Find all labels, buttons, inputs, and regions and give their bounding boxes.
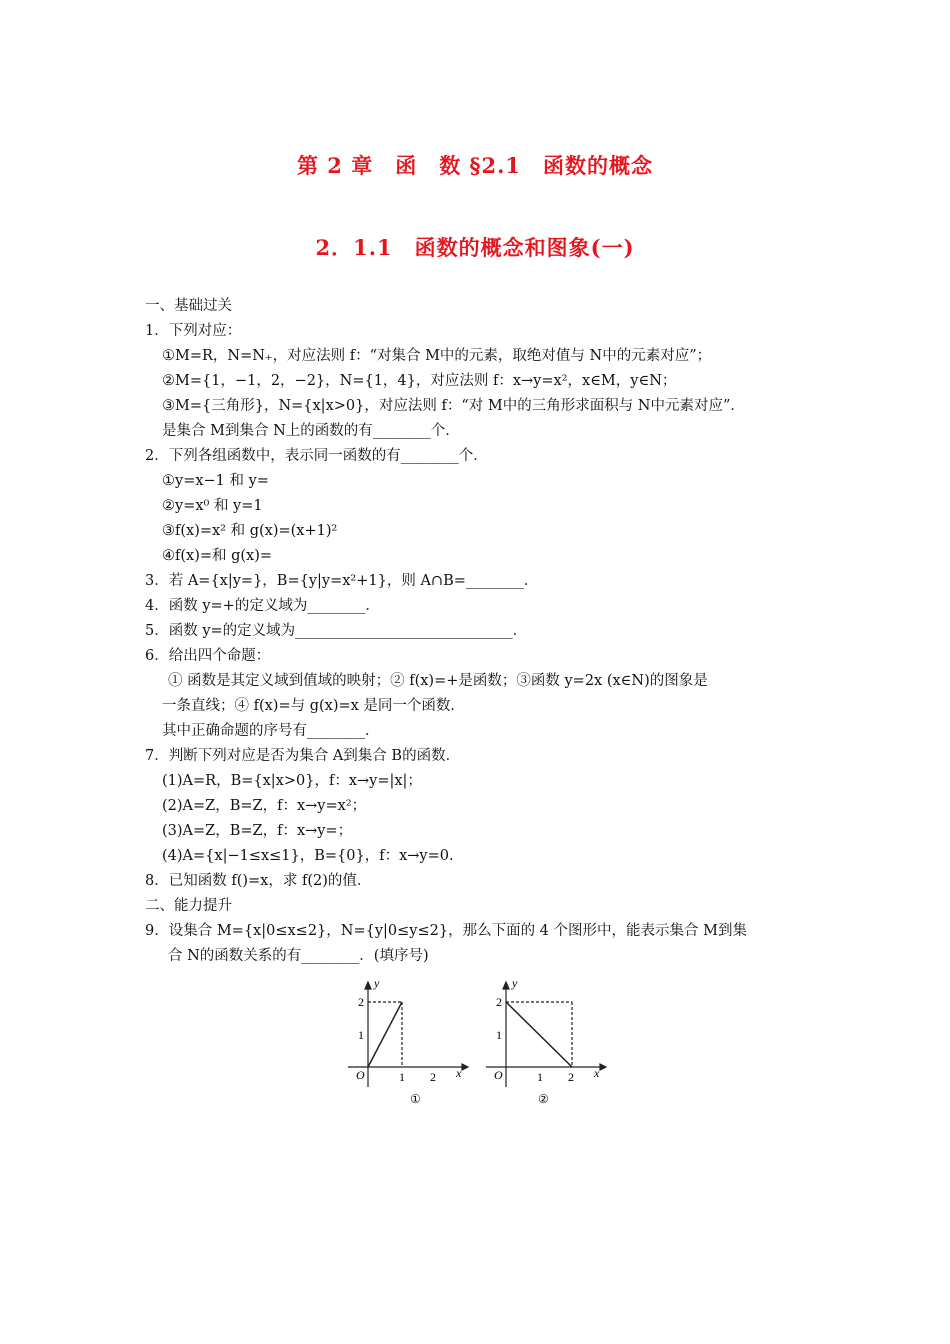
y-axis-label: y: [512, 976, 518, 990]
y-tick-2: 2: [496, 995, 502, 1009]
q1-item-1: ①M=R，N=N₊，对应法则 f：“对集合 M中的元素，取绝对值与 N中的元素对应”；: [162, 348, 712, 364]
graph-2: [478, 975, 613, 1110]
y-axis-arrow: [365, 982, 371, 989]
x-axis-label: x: [594, 1066, 600, 1080]
question-2: 2．下列各组函数中，表示同一函数的有________个．: [145, 448, 488, 464]
question-4: 4．函数 y=+的定义域为________．: [145, 598, 380, 614]
q1-item-2: ②M={1，−1，2，−2}，N={1，4}，对应法则 f：x→y=x²，x∈M，y∈N；: [162, 373, 677, 389]
function-segment: [506, 1002, 572, 1067]
q2-item-3: ③f(x)=x² 和 g(x)=(x+1)²: [162, 523, 338, 539]
y-axis-arrow: [503, 982, 509, 989]
x-axis-label: x: [456, 1066, 462, 1080]
question-9: 9．设集合 M={x|0≤x≤2}，N={y|0≤y≤2}，那么下面的 4 个图形中，能表示集合 M到集: [145, 923, 747, 939]
q2-item-1: ①y=x−1 和 y=: [162, 473, 269, 489]
y-axis-label: y: [374, 976, 380, 990]
x-tick-2: 2: [430, 1070, 436, 1084]
heading-advanced: 二、能力提升: [145, 898, 232, 914]
section-title: 2．1.1 函数的概念和图象(一): [315, 235, 635, 260]
x-tick-2: 2: [568, 1070, 574, 1084]
q7-item-1: (1)A=R，B={x|x>0}，f：x→y=|x|；: [162, 773, 422, 789]
y-tick-1: 1: [496, 1028, 502, 1042]
graph-caption: ②: [538, 1092, 549, 1106]
question-7: 7．判断下列对应是否为集合 A到集合 B的函数．: [145, 748, 461, 764]
question-5: 5．函数 y=的定义域为______________________________．: [145, 623, 528, 639]
x-tick-1: 1: [399, 1070, 405, 1084]
heading-basic: 一、基础过关: [145, 298, 232, 314]
q7-item-4: (4)A={x|−1≤x≤1}，B={0}，f：x→y=0.: [162, 848, 454, 864]
q1-question: 是集合 M到集合 N上的函数的有________个．: [162, 423, 460, 439]
q9-line-2: 合 N的函数关系的有________．(填序号): [168, 948, 429, 964]
y-tick-2: 2: [358, 995, 364, 1009]
q6-line-2: 一条直线；④ f(x)=与 g(x)=x 是同一个函数．: [162, 698, 465, 714]
question-8: 8．已知函数 f()=x，求 f(2)的值．: [145, 873, 372, 889]
chapter-title: 第 2 章 函 数 §2.1 函数的概念: [296, 153, 654, 178]
q7-item-2: (2)A=Z，B=Z，f：x→y=x²；: [162, 798, 367, 814]
origin-label: O: [356, 1068, 365, 1082]
q6-line-3: 其中正确命题的序号有________．: [162, 723, 380, 739]
x-tick-1: 1: [537, 1070, 543, 1084]
x-axis-arrow: [462, 1064, 468, 1070]
q1-item-3: ③M={三角形}，N={x|x>0}，对应法则 f：“对 M中的三角形求面积与 N中元素对应”．: [162, 398, 745, 414]
x-axis-arrow: [600, 1064, 606, 1070]
question-6: 6．给出四个命题：: [145, 648, 271, 664]
question-3: 3．若 A={x|y=}，B={y|y=x²+1}，则 A∩B=________．: [145, 573, 539, 589]
question-1: 1．下列对应：: [145, 323, 242, 339]
origin-label: O: [494, 1068, 503, 1082]
graph-caption: ①: [410, 1092, 421, 1106]
q2-item-4: ④f(x)=和 g(x)=: [162, 548, 273, 564]
q7-item-3: (3)A=Z，B=Z，f：x→y=；: [162, 823, 353, 839]
q2-item-2: ②y=x⁰ 和 y=1: [162, 498, 263, 514]
graph-1: [340, 975, 475, 1110]
function-segment: [368, 1002, 402, 1067]
q6-line-1: ① 函数是其定义域到值域的映射；② f(x)=+是函数；③函数 y=2x (x∈N)的图象是: [168, 673, 708, 689]
y-tick-1: 1: [358, 1028, 364, 1042]
